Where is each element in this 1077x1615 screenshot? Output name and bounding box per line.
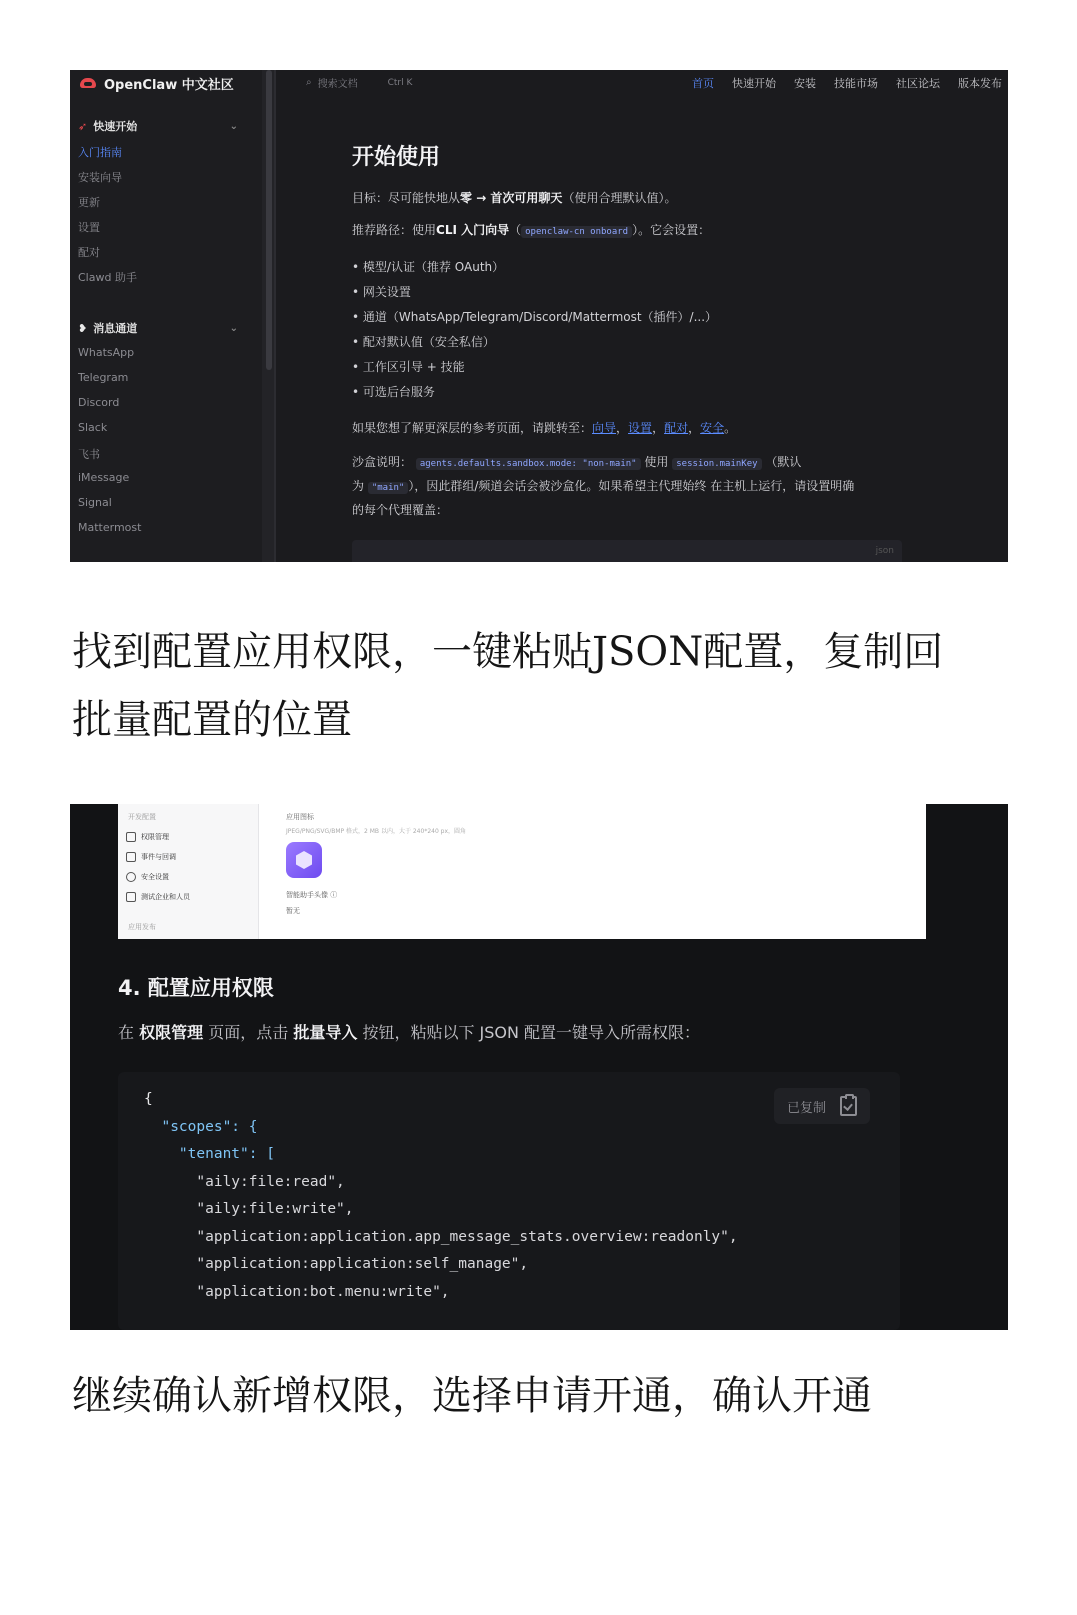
list-item: • 可选后台服务 — [352, 380, 912, 405]
sandbox-use: 使用 — [644, 455, 669, 469]
goal-text — [352, 189, 912, 207]
sandbox-default: （默认 — [765, 455, 802, 469]
desc-part: 页面，点击 — [208, 1023, 289, 1042]
clipboard-check-icon — [840, 1096, 857, 1116]
desc-bold: 权限管理 — [139, 1023, 204, 1042]
setup-list — [352, 255, 912, 405]
code-line: "scopes": { — [144, 1118, 258, 1135]
brand[interactable] — [80, 74, 234, 93]
route-suffix: 。它会设置： — [638, 223, 711, 237]
sidebar-group-quickstart[interactable] — [78, 118, 238, 134]
json-code-block — [118, 1072, 900, 1330]
route-bold: CLI 入门向导 — [436, 223, 510, 237]
search-shortcut: Ctrl K — [387, 77, 413, 88]
sidebar-section-label: 应用发布 — [128, 923, 156, 931]
sidebar-item[interactable]: Clawd 助手 — [78, 271, 137, 284]
sidebar — [70, 70, 268, 562]
desc-part: 在 — [118, 1023, 135, 1042]
code-lang-label: json — [875, 546, 894, 556]
divider — [274, 70, 276, 562]
permissions-screenshot — [70, 804, 1008, 1330]
top-nav — [692, 75, 1002, 91]
shield-icon — [126, 872, 136, 882]
code-line: "application:application.app_message_stats.overview:readonly", — [144, 1228, 738, 1245]
sidebar-item[interactable]: Telegram — [78, 371, 129, 384]
list-item: • 通道（WhatsApp/Telegram/Discord/Mattermost（插件）/...） — [352, 305, 912, 330]
sidebar-item[interactable]: 设置 — [78, 221, 100, 234]
caption-2: 继续确认新增权限，选择申请开通，确认开通 — [72, 1373, 872, 1419]
caption-line: 批量配置的位置 — [72, 697, 352, 743]
search-placeholder: 搜索文档 — [317, 79, 358, 90]
copy-status: 已复制 — [786, 1100, 826, 1116]
app-icon[interactable] — [286, 842, 322, 878]
rocket-icon: ➶ — [78, 119, 88, 133]
code-line: { — [144, 1091, 153, 1107]
brand-name: OpenClaw 中文社区 — [104, 78, 234, 93]
sidebar-group-channels[interactable] — [78, 320, 238, 336]
link-wizard[interactable]: 向导 — [592, 421, 617, 435]
sidebar-group-label: 消息通道 — [93, 322, 138, 335]
link-pairing[interactable]: 配对 — [664, 421, 689, 435]
sidebar-group-label: 快速开始 — [93, 120, 138, 133]
code-line: "aily:file:read", — [144, 1173, 345, 1190]
goal-prefix: 目标：尽可能快地从 — [352, 191, 461, 205]
search-box[interactable] — [306, 75, 412, 90]
sidebar-item-testers[interactable] — [126, 892, 190, 902]
sidebar-item-events[interactable] — [126, 852, 176, 862]
inline-code: session.mainKey — [672, 458, 761, 470]
chevron-down-icon: ⌄ — [229, 322, 238, 334]
sandbox-text — [352, 451, 912, 521]
page-title: 开始使用 — [352, 145, 441, 170]
link-settings[interactable]: 设置 — [628, 421, 653, 435]
nav-forum[interactable]: 社区论坛 — [896, 77, 940, 90]
events-icon — [126, 852, 136, 862]
permissions-icon — [126, 832, 136, 842]
desc-part: 按钮，粘贴以下 JSON 配置一键导入所需权限： — [362, 1023, 701, 1042]
sidebar-item-label: 安全设置 — [141, 873, 169, 881]
deeper-prefix: 如果您想了解更深层的参考页面，请跳转至： — [352, 421, 593, 435]
docs-screenshot — [70, 70, 1008, 562]
app-icon-label: 应用图标 — [286, 813, 314, 821]
logo-icon — [80, 78, 96, 90]
route-text: 推荐路径：使用CLI 入门向导（ openclaw-cn onboard ）。它会设置： — [352, 223, 711, 237]
list-item: • 模型/认证（推荐 OAuth） — [352, 255, 912, 280]
avatar-field-value: 暂无 — [286, 907, 300, 915]
testers-icon — [126, 892, 136, 902]
sidebar-item-label: 测试企业和人员 — [141, 893, 190, 901]
sidebar-item-label: 事件与回调 — [141, 853, 176, 861]
code-content — [144, 1086, 738, 1306]
code-line: "tenant": [ — [144, 1146, 275, 1162]
code-line: "application:bot.menu:write", — [144, 1283, 450, 1300]
caption-1 — [72, 618, 1012, 754]
doc-content — [352, 140, 912, 535]
caption-line: 找到配置应用权限，一键粘贴JSON配置，复制回 — [72, 629, 944, 675]
sidebar-item[interactable]: Discord — [78, 396, 120, 409]
inline-code: openclaw-cn onboard — [521, 226, 632, 238]
sidebar-item-permissions[interactable] — [126, 832, 169, 842]
sidebar-item[interactable]: Mattermost — [78, 521, 142, 534]
route-prefix: 推荐路径：使用 — [352, 223, 437, 237]
topbar — [276, 70, 1008, 104]
sidebar-item[interactable]: Signal — [78, 496, 112, 509]
sidebar-scrollbar[interactable] — [266, 70, 272, 370]
section-heading: 4. 配置应用权限 — [118, 976, 274, 1000]
inline-code: "main" — [368, 482, 409, 494]
chevron-down-icon: ⌄ — [229, 120, 238, 132]
sidebar-item[interactable]: 配对 — [78, 246, 100, 259]
code-block — [352, 540, 902, 562]
sidebar-item-label: 权限管理 — [141, 833, 169, 841]
sidebar-item[interactable]: iMessage — [78, 471, 130, 484]
sandbox-for: 为 — [352, 479, 365, 493]
link-security[interactable]: 安全 — [700, 421, 725, 435]
deeper-text: 如果您想了解更深层的参考页面，请跳转至：向导，设置，配对，安全。 — [352, 421, 737, 435]
chat-icon: ❥ — [78, 321, 88, 335]
nav-install[interactable]: 安装 — [794, 77, 816, 90]
nav-skills[interactable]: 技能市场 — [834, 77, 878, 90]
goal-suffix: （使用合理默认值）。 — [562, 191, 677, 205]
sidebar-item-security[interactable] — [126, 872, 169, 882]
section-description — [118, 1020, 700, 1043]
sidebar-item[interactable]: 飞书 — [78, 448, 100, 461]
nav-quickstart[interactable]: 快速开始 — [732, 77, 776, 90]
code-line: "application:application:self_manage", — [144, 1256, 529, 1272]
inline-code: agents.defaults.sandbox.mode: "non-main" — [416, 458, 641, 470]
sandbox-rest-2: 的每个代理覆盖： — [352, 503, 449, 517]
list-item: • 配对默认值（安全私信） — [352, 330, 912, 355]
copy-button[interactable] — [774, 1088, 870, 1124]
desc-bold: 批量导入 — [293, 1023, 358, 1042]
sidebar-section-label: 开发配置 — [128, 813, 156, 821]
sandbox-prefix: 沙盒说明： — [352, 455, 413, 469]
goal-bold: 零 → 首次可用聊天 — [460, 191, 563, 205]
search-icon: ⌕ — [306, 77, 312, 88]
nav-home[interactable]: 首页 — [692, 77, 714, 90]
sidebar-item[interactable]: Slack — [78, 421, 108, 434]
settings-sidebar — [118, 804, 259, 939]
list-item: • 工作区引导 + 技能 — [352, 355, 912, 380]
sidebar-item[interactable]: 入门指南 — [78, 146, 122, 159]
sidebar-item[interactable]: WhatsApp — [78, 346, 135, 359]
nav-releases[interactable]: 版本发布 — [958, 77, 1002, 90]
sidebar-item[interactable]: 更新 — [78, 196, 100, 209]
sandbox-rest: ），因此群组/频道会话会被沙盒化。如果希望主代理始终 在主机上运行，请设置明确 — [408, 479, 855, 493]
app-icon-hint: JPEG/PNG/SVG/BMP 格式，2 MB 以内，大于 240*240 px，圆角 — [286, 828, 467, 835]
sidebar-item[interactable]: 安装向导 — [78, 171, 122, 184]
avatar-field-label: 智能助手头像 ⓘ — [286, 891, 338, 899]
code-line: "aily:file:write", — [144, 1201, 354, 1217]
app-settings-panel — [118, 804, 926, 939]
list-item: • 网关设置 — [352, 280, 912, 305]
